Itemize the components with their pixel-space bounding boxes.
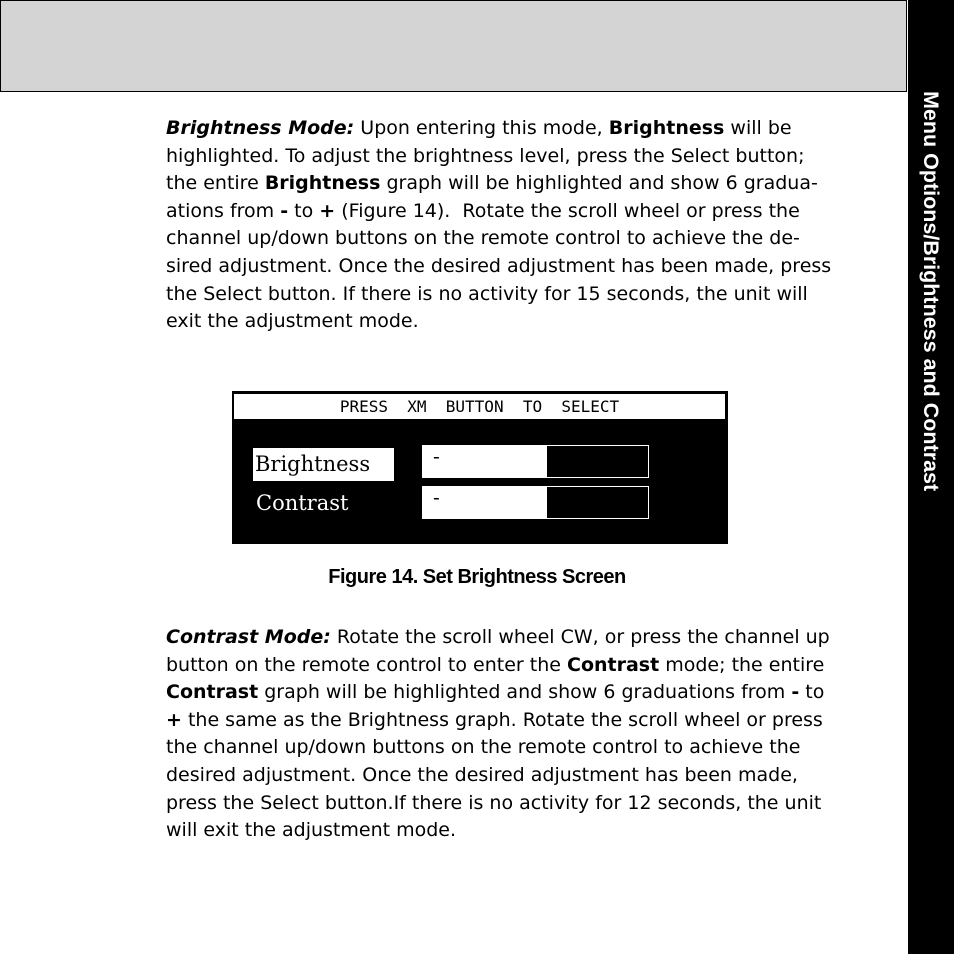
- text-run: to: [799, 681, 825, 704]
- text-run: graph will be highlighted and show 6 gradua-: [380, 172, 818, 195]
- contrast-minus-label: -: [433, 485, 440, 509]
- text-run: the same as the Brightness graph. Rotate the scroll wheel or press: [181, 708, 823, 731]
- contrast-label: Contrast: [256, 491, 349, 515]
- brightness-minus-label: -: [433, 444, 440, 468]
- text-run: graph will be highlighted and show 6 graduations from: [258, 681, 792, 704]
- figure-caption: Figure 14. Set Brightness Screen: [328, 566, 626, 588]
- text-line: sired adjustment. Once the desired adjustment has been made, press: [166, 254, 832, 277]
- text-run: Upon entering this mode,: [354, 117, 609, 139]
- header-band: [0, 0, 907, 92]
- text-run-bold: -: [280, 199, 289, 222]
- brightness-mode-heading: Brightness Mode:: [166, 117, 355, 139]
- contrast-graph-fill: [423, 487, 547, 518]
- text-run-bold: Contrast: [567, 653, 660, 676]
- text-line: exit the adjustment mode.: [166, 310, 419, 333]
- text-run: to: [288, 199, 320, 222]
- side-tab-title: Menu Options/Brightness and Contrast: [919, 91, 943, 492]
- text-run-bold: Brightness: [264, 172, 381, 195]
- brightness-label: Brightness: [253, 448, 394, 481]
- text-run-bold: +: [166, 708, 182, 731]
- brightness-mode-paragraph: [166, 115, 866, 336]
- text-run-bold: -: [791, 681, 800, 704]
- text-line: press the Select button.If there is no activity for 12 seconds, the unit: [166, 791, 822, 814]
- text-line: highlighted. To adjust the brightness level, press the Select button;: [166, 144, 805, 167]
- contrast-mode-paragraph: [166, 624, 866, 845]
- contrast-graph: [422, 486, 649, 519]
- text-run-bold: Contrast: [166, 681, 259, 704]
- text-line: the channel up/down buttons on the remote control to achieve the: [166, 736, 801, 759]
- text-run: mode; the entire: [659, 653, 825, 676]
- text-line: will exit the adjustment mode.: [166, 819, 457, 842]
- brightness-screen-figure: [232, 391, 728, 544]
- text-run: (Figure 14). Rotate the scroll wheel or press the: [335, 199, 800, 222]
- contrast-mode-heading: Contrast Mode:: [166, 626, 331, 648]
- text-line: desired adjustment. Once the desired adjustment has been made,: [166, 763, 798, 786]
- screen-banner: PRESS XM BUTTON TO SELECT: [234, 394, 725, 419]
- text-run: will be: [724, 117, 792, 139]
- text-run: button on the remote control to enter the: [166, 653, 567, 676]
- text-run-bold: Brightness: [608, 117, 725, 139]
- text-run: Rotate the scroll wheel CW, or press the channel up: [330, 626, 830, 648]
- brightness-graph-fill: [423, 446, 547, 477]
- text-line: the Select button. If there is no activity for 15 seconds, the unit will: [166, 282, 808, 305]
- text-run: the entire: [166, 172, 265, 195]
- brightness-graph: [422, 445, 649, 478]
- text-line: channel up/down buttons on the remote control to achieve the de-: [166, 227, 800, 250]
- text-run: ations from: [166, 199, 281, 222]
- text-run-bold: +: [319, 199, 336, 222]
